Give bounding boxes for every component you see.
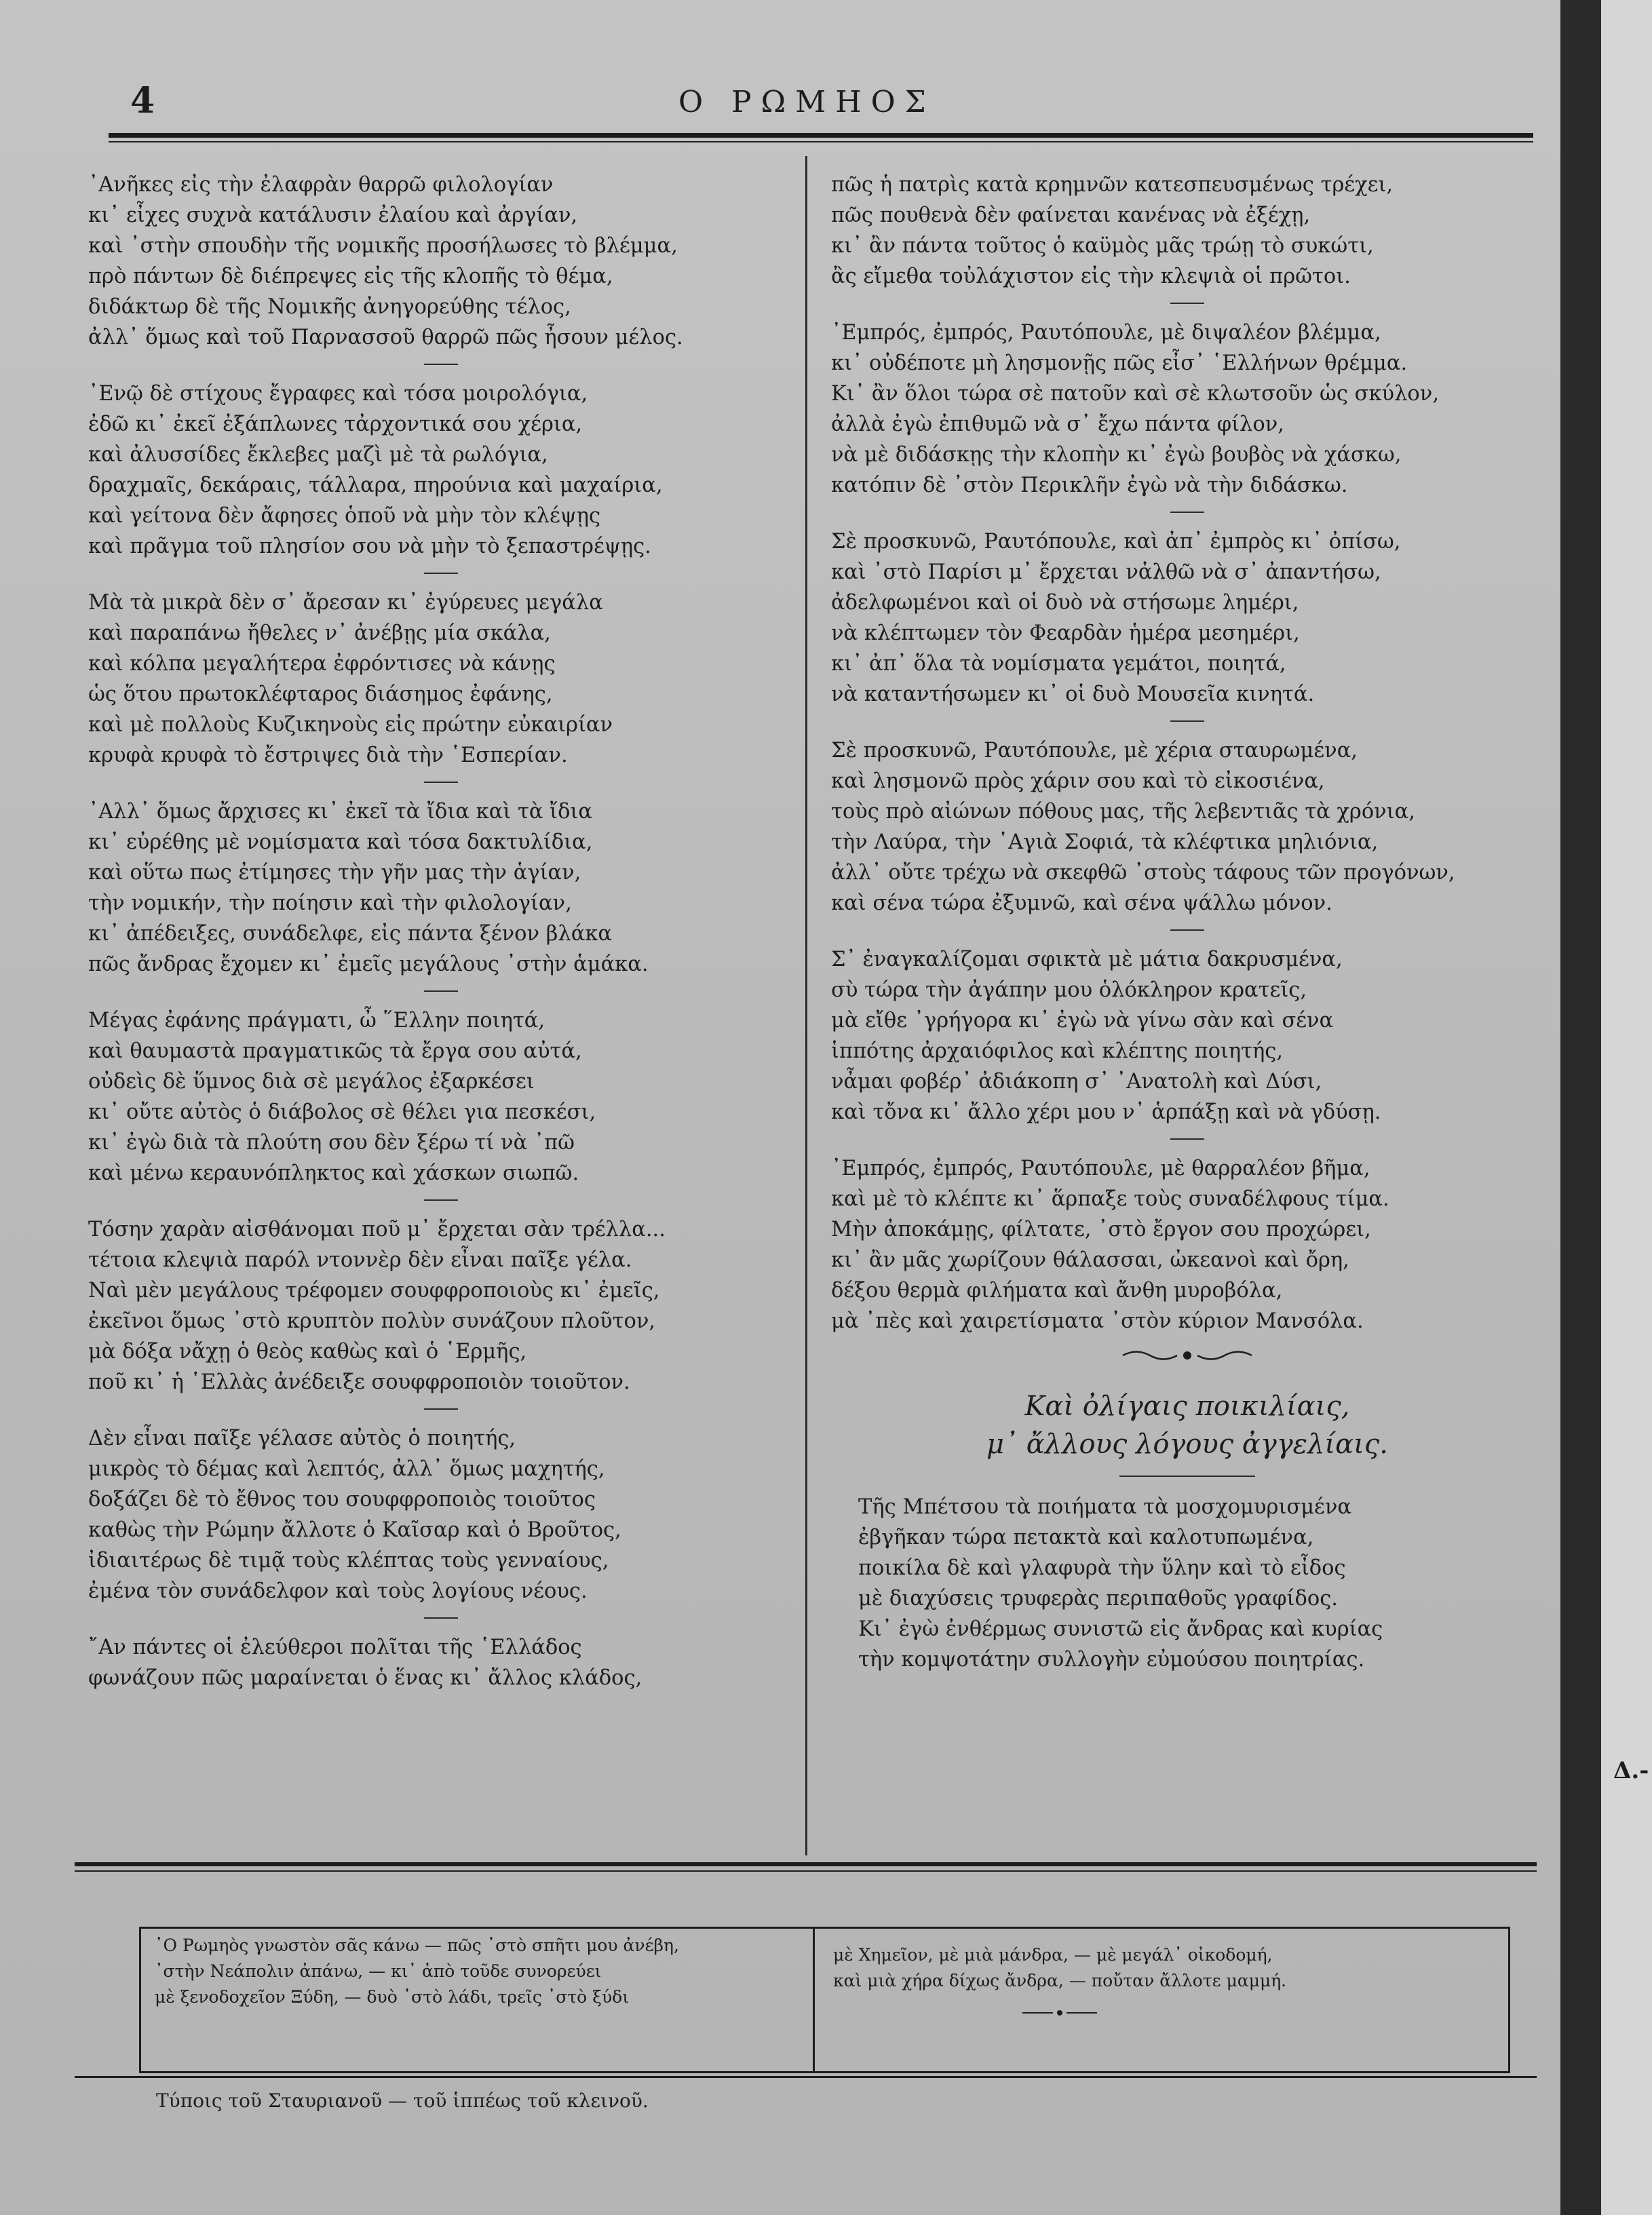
verse-line: ᾿Ενῷ δὲ στίχους ἔγραφες καὶ τόσα μοιρολόγια, xyxy=(88,382,588,406)
verse-line: ἰδιαιτέρως δὲ τιμᾷ τοὺς κλέπτας τοὺς γενναίους, xyxy=(88,1549,609,1573)
verse-line: κρυφὰ κρυφὰ τὸ ἔστριψες διὰ τὴν ῾Εσπερίαν. xyxy=(88,744,568,767)
verse-line: καθὼς τὴν Ρώμην ἄλλοτε ὁ Καῖσαρ καὶ ὁ Βροῦτος, xyxy=(88,1518,621,1542)
notice-line: Τῆς Μπέτσου τὰ ποιήματα τὰ μοσχομυρισμένα xyxy=(858,1495,1351,1519)
footer-box-divider xyxy=(813,1929,815,2071)
verse-line: ἀλλ᾿ ὅμως καὶ τοῦ Παρνασσοῦ θαρρῶ πῶς ἦσουν μέλος. xyxy=(88,326,683,349)
verse-line: καὶ ᾿στὸ Παρίσι μ᾿ ἔρχεται νἀλθῶ νὰ σ᾿ ἀπαντήσω, xyxy=(831,560,1381,584)
verse-line: κι᾿ ἀπ᾿ ὅλα τὰ νομίσματα γεμάτοι, ποιητά, xyxy=(831,652,1286,676)
footer-notice-right xyxy=(833,1942,1286,2026)
verse-line: ἀλλὰ ἐγὼ ἐπιθυμῶ νὰ σ᾿ ἔχω πάντα φίλον, xyxy=(831,412,1284,436)
verse-line: ἀλλ᾿ οὔτε τρέχω νὰ σκεφθῶ ᾿στοὺς τάφους τῶν προγόνων, xyxy=(831,861,1455,885)
footer-notice-left xyxy=(155,1933,679,2010)
verse-line: ὡς ὅτου πρωτοκλέφταρος διάσημος ἐφάνης, xyxy=(88,682,553,706)
verse-line: Μέγας ἐφάνης πράγματι, ὦ ῞Ελλην ποιητά, xyxy=(88,1009,545,1033)
verse-line: καὶ θαυμαστὰ πραγματικῶς τὰ ἔργα σου αὐτά, xyxy=(88,1039,582,1063)
verse-line: καὶ κόλπα μεγαλήτερα ἐφρόντισες νὰ κάνῃς xyxy=(88,652,556,676)
verse-line: δέξου θερμὰ φιλήματα καὶ ἄνθη μυροβόλα, xyxy=(831,1279,1283,1303)
verse-line: Κι᾿ ἂν ὅλοι τώρα σὲ πατοῦν καὶ σὲ κλωτσοῦν ὡς σκύλον, xyxy=(831,382,1440,406)
verse-line: νὰ κλέπτωμεν τὸν Φεαρδὰν ἡμέρα μεσημέρι, xyxy=(831,621,1300,645)
stanza-separator xyxy=(424,990,458,992)
verse-line: Μὰ τὰ μικρὰ δὲν σ᾿ ἄρεσαν κι᾿ ἐγύρευες μεγάλα xyxy=(88,591,603,615)
verse-line: οὐδεὶς δὲ ὕμνος διὰ σὲ μεγάλος ἐξαρκέσει xyxy=(88,1070,535,1094)
verse-line: φωνάζουν πῶς μαραίνεται ὁ ἕνας κι᾿ ἄλλος κλάδος, xyxy=(88,1666,642,1690)
stanza xyxy=(831,735,1543,919)
notice-line: τὴν κομψοτάτην συλλογὴν εὐμούσου ποιητρίας. xyxy=(858,1648,1365,1672)
right-column xyxy=(831,170,1543,1675)
header-rule-thin xyxy=(109,141,1533,142)
stanza xyxy=(831,944,1543,1128)
verse-line: καὶ ἀλυσσίδες ἔκλεβες μαζὶ μὲ τὰ ρωλόγια, xyxy=(88,443,548,467)
verse-line: ἂς εἴμεθα τοὐλάχιστον εἰς τὴν κλεψιὰ οἱ πρῶτοι. xyxy=(831,265,1351,288)
page-number: 4 xyxy=(130,80,155,121)
notice-line: Κι᾿ ἐγὼ ἐνθέρμως συνιστῶ εἰς ἄνδρας καὶ κυρίας xyxy=(858,1617,1383,1641)
verse-line: Σὲ προσκυνῶ, Ραυτόπουλε, μὲ χέρια σταυρωμένα, xyxy=(831,739,1358,763)
notice-paragraph xyxy=(831,1492,1543,1675)
stanza xyxy=(88,1214,794,1398)
margin-mark: Δ.- xyxy=(1613,1757,1649,1784)
footer-notice-line: μὲ ξενοδοχεῖον Ξύδη, — δυὸ ᾿στὸ λάδι, τρεῖς ᾿στὸ ξύδι xyxy=(155,1987,629,2007)
footer-notice-line: μὲ Χημεῖον, μὲ μιὰ μάνδρα, — μὲ μεγάλ᾿ οἰκοδομή, xyxy=(833,1945,1273,1965)
verse-line: πῶς ἡ πατρὶς κατὰ κρημνῶν κατεσπευσμένως τρέχει, xyxy=(831,173,1394,197)
verse-line: ποῦ κι᾿ ἡ ῾Ελλὰς ἀνέδειξε σουφφροποιὸν τοιοῦτον. xyxy=(88,1370,630,1394)
verse-line: καὶ ᾿στὴν σπουδὴν τῆς νομικῆς προσήλωσες τὸ βλέμμα, xyxy=(88,234,678,258)
verse-line: ἀδελφωμένοι καὶ οἱ δυὸ νὰ στήσωμε λημέρι, xyxy=(831,591,1299,615)
stanza-separator xyxy=(424,1617,458,1619)
verse-line: καὶ οὕτω πως ἐτίμησες τὴν γῆν μας τὴν ἁγίαν, xyxy=(88,861,581,885)
heading-rule xyxy=(1119,1476,1255,1477)
stanza-separator xyxy=(424,1408,458,1410)
verse-line: καὶ λησμονῶ πρὸς χάριν σου καὶ τὸ εἰκοσιένα, xyxy=(831,769,1325,793)
verse-line: νὰ μὲ διδάσκῃς τὴν κλοπὴν κι᾿ ἐγὼ βουβὸς νὰ χάσκω, xyxy=(831,443,1402,467)
footer-notice-line: ῾Ο Ρωμηὸς γνωστὸν σᾶς κάνω — πῶς ᾿στὸ σπῆτι μου ἀνέβη, xyxy=(155,1935,679,1955)
verse-line: ᾿Ανῆκες εἰς τὴν ἐλαφρὰν θαρρῶ φιλολογίαν xyxy=(88,173,554,197)
verse-line: μικρὸς τὸ δέμας καὶ λεπτός, ἀλλ᾿ ὅμως μαχητής, xyxy=(88,1457,605,1481)
verse-line: κι᾿ ἂν μᾶς χωρίζουν θάλασσαι, ὠκεανοὶ καὶ ὄρη, xyxy=(831,1248,1349,1272)
printer-imprint: Τύποις τοῦ Σταυριανοῦ — τοῦ ἱππέως τοῦ κλεινοῦ. xyxy=(156,2089,649,2112)
stanza xyxy=(88,796,794,980)
verse-line: Μὴν ἀποκάμῃς, φίλτατε, ᾿στὸ ἔργον σου προχώρει, xyxy=(831,1218,1371,1241)
verse-line: κι᾿ ἐγὼ διὰ τὰ πλούτη σου δὲν ξέρω τί νὰ ᾿πῶ xyxy=(88,1131,575,1155)
verse-line: νὰ καταντήσωμεν κι᾿ οἱ δυὸ Μουσεῖα κινητά. xyxy=(831,682,1315,706)
verse-line: πρὸ πάντων δὲ διέπρεψες εἰς τῆς κλοπῆς τὸ θέμα, xyxy=(88,265,613,288)
stanza-separator xyxy=(424,364,458,365)
stanza xyxy=(831,526,1543,710)
verse-line: πῶς ἄνδρας ἔχομεν κι᾿ ἐμεῖς μεγάλους ᾿στὴν ἁμάκα. xyxy=(88,952,649,976)
verse-line: καὶ πρᾶγμα τοῦ πλησίον σου νὰ μὴν τὸ ξεπαστρέψῃς. xyxy=(88,535,651,558)
section-heading-line2: μ᾿ ἄλλους λόγους ἀγγελίαις. xyxy=(986,1429,1388,1460)
verse-line: τὴν Λαύρα, τὴν ῾Αγιὰ Σοφιά, τὰ κλέφτικα μηλιόνια, xyxy=(831,830,1379,854)
verse-line: μὰ δόξα νἄχῃ ὁ θεὸς καθὼς καὶ ὁ ῾Ερμῆς, xyxy=(88,1340,527,1364)
verse-line: καὶ παραπάνω ἤθελες ν᾿ ἀνέβῃς μία σκάλα, xyxy=(88,621,551,645)
stanza xyxy=(88,1005,794,1189)
stanza xyxy=(88,1632,794,1693)
footer-notice-line: καὶ μιὰ χήρα δίχως ἄνδρα, — ποὔταν ἄλλοτε μαμμή. xyxy=(833,1971,1287,1990)
verse-line: κι᾿ ἂν πάντα τοῦτος ὁ καϋμὸς μᾶς τρώῃ τὸ συκώτι, xyxy=(831,234,1374,258)
verse-line: καὶ γείτονα δὲν ἄφησες ὁποῦ νὰ μὴν τὸν κλέψῃς xyxy=(88,504,601,528)
verse-line: καὶ τὄνα κι᾿ ἄλλο χέρι μου ν᾿ ἁρπάξῃ καὶ νὰ γδύσῃ. xyxy=(831,1100,1381,1124)
verse-line: ᾿Αλλ᾿ ὅμως ἄρχισες κι᾿ ἐκεῖ τὰ ἴδια καὶ τὰ ἴδια xyxy=(88,800,593,824)
stanza-separator xyxy=(424,782,458,783)
verse-line: δραχμαῖς, δεκάραις, τάλλαρα, πηρούνια καὶ μαχαίρια, xyxy=(88,474,663,497)
stanza-separator xyxy=(424,573,458,574)
verse-line: νἆμαι φοβέρ᾿ ἀδιάκοπη σ᾿ ᾿Ανατολὴ καὶ Δύσι, xyxy=(831,1070,1322,1094)
verse-line: Σ᾿ ἐναγκαλίζομαι σφικτὰ μὲ μάτια δακρυσμένα, xyxy=(831,948,1343,971)
section-heading-line1: Καὶ ὀλίγαις ποικιλίαις, xyxy=(1024,1391,1350,1422)
stanza xyxy=(831,317,1543,501)
stanza xyxy=(831,1153,1543,1336)
verse-line: καὶ μένω κεραυνόπληκτος καὶ χάσκων σιωπῶ. xyxy=(88,1161,579,1185)
verse-line: καὶ μὲ τὸ κλέπτε κι᾿ ἅρπαξε τοὺς συναδέλφους τίμα. xyxy=(831,1187,1389,1211)
verse-line: Σὲ προσκυνῶ, Ραυτόπουλε, καὶ ἀπ᾿ ἐμπρὸς κι᾿ ὀπίσω, xyxy=(831,530,1401,554)
verse-line: ἐκεῖνοι ὅμως ᾿στὸ κρυπτὸν πολὺν συνάζουν πλοῦτον, xyxy=(88,1309,656,1333)
verse-line: καὶ μὲ πολλοὺς Κυζικηνοὺς εἰς πρώτην εὐκαιρίαν xyxy=(88,713,613,737)
stanza-separator xyxy=(1170,512,1204,513)
footer-notice-line: ᾿στὴν Νεάπολιν ἀπάνω, — κι᾿ ἀπὸ τοῦδε συνορεύει xyxy=(155,1961,602,1981)
verse-line: κι᾿ εἶχες συχνὰ κατάλυσιν ἐλαίου καὶ ἀργίαν, xyxy=(88,204,578,227)
stanza xyxy=(88,588,794,771)
verse-line: Δὲν εἶναι παῖξε γέλασε αὐτὸς ὁ ποιητής, xyxy=(88,1427,516,1450)
stanza-separator xyxy=(1170,303,1204,304)
stanza-separator xyxy=(1170,720,1204,722)
column-divider xyxy=(805,156,807,1855)
left-column xyxy=(88,170,794,1693)
stanza-separator xyxy=(424,1199,458,1201)
verse-line: τοὺς πρὸ αἰώνων πόθους μας, τῆς λεβεντιᾶς τὰ χρόνια, xyxy=(831,800,1415,824)
verse-line: κι᾿ οὔτε αὐτὸς ὁ διάβολος σὲ θέλει για πεσκέσι, xyxy=(88,1100,596,1124)
footer-rule xyxy=(75,1862,1537,1866)
notice-line: ποικίλα δὲ καὶ γλαφυρὰ τὴν ὕλην καὶ τὸ εἶδος xyxy=(858,1556,1346,1580)
masthead-title: Ο ΡΩΜΗΟΣ xyxy=(678,85,936,119)
header-rule xyxy=(109,133,1533,138)
verse-line: ᾿Εμπρός, ἐμπρός, Ραυτόπουλε, μὲ διψαλέον βλέμμα, xyxy=(831,321,1381,345)
verse-line: μὰ ᾿πὲς καὶ χαιρετίσματα ᾿στὸν κύριον Μανσόλα. xyxy=(831,1309,1364,1333)
ornament-flourish xyxy=(1119,1347,1255,1364)
decorative-ornament xyxy=(831,1342,1543,1372)
verse-line: κι᾿ ἀπέδειξες, συνάδελφε, εἰς πάντα ξένον βλάκα xyxy=(88,922,612,946)
verse-line: ἱππότης ἀρχαιόφιλος καὶ κλέπτης ποιητής, xyxy=(831,1039,1284,1063)
ornament-flourish xyxy=(1019,2008,1100,2018)
verse-line: Ναὶ μὲν μεγάλους τρέφομεν σουφφροποιοὺς κι᾿ ἐμεῖς, xyxy=(88,1279,660,1303)
notice-line: μὲ διαχύσεις τρυφερὰς περιπαθοῦς γραφίδος. xyxy=(858,1587,1338,1611)
verse-line: τέτοια κλεψιὰ παρόλ ντοννὲρ δὲν εἶναι παῖξε γέλα. xyxy=(88,1248,632,1272)
verse-line: ἐδῶ κι᾿ ἐκεῖ ἐξάπλωνες τἀρχοντικά σου χέρια, xyxy=(88,412,583,436)
stanza xyxy=(88,379,794,562)
verse-line: ῎Αν πάντες οἱ ἐλεύθεροι πολῖται τῆς ῾Ελλάδος xyxy=(88,1636,582,1659)
stanza xyxy=(88,170,794,353)
verse-line: μὰ εἴθε ᾿γρήγορα κι᾿ ἐγὼ νὰ γίνω σὰν καὶ σένα xyxy=(831,1009,1334,1033)
verse-line: πῶς πουθενὰ δὲν φαίνεται κανένας νὰ ἐξέχῃ, xyxy=(831,204,1311,227)
footer-rule-bottom xyxy=(75,2076,1537,2078)
verse-line: καὶ σένα τώρα ἐξυμνῶ, καὶ σένα ψάλλω μόνον. xyxy=(831,891,1332,915)
verse-line: Τόσην χαρὰν αἰσθάνομαι ποῦ μ᾿ ἔρχεται σὰν τρέλλα... xyxy=(88,1218,666,1241)
stanza xyxy=(88,1423,794,1606)
stanza-separator xyxy=(1170,1138,1204,1140)
verse-line: σὺ τώρα τὴν ἀγάπην μου ὁλόκληρον κρατεῖς, xyxy=(831,978,1307,1002)
stanza-separator xyxy=(1170,929,1204,931)
verse-line: ᾿Εμπρός, ἐμπρός, Ραυτόπουλε, μὲ θαρραλέον βῆμα, xyxy=(831,1157,1370,1180)
verse-line: διδάκτωρ δὲ τῆς Νομικῆς ἀνηγορεύθης τέλος, xyxy=(88,295,571,319)
stanza xyxy=(831,170,1543,292)
notice-line: ἐβγῆκαν τώρα πετακτὰ καὶ καλοτυπωμένα, xyxy=(858,1526,1314,1549)
verse-line: δοξάζει δὲ τὸ ἔθνος του σουφφροποιὸς τοιοῦτος xyxy=(88,1488,596,1511)
footer-rule-thin xyxy=(75,1870,1537,1872)
verse-line: κατόπιν δὲ ᾿στὸν Περικλῆν ἐγὼ νὰ τὴν διδάσκω. xyxy=(831,474,1348,497)
verse-line: τὴν νομικήν, τὴν ποίησιν καὶ τὴν φιλολογίαν, xyxy=(88,891,572,915)
verse-line: ἐμένα τὸν συνάδελφον καὶ τοὺς λογίους νέους. xyxy=(88,1579,588,1603)
verse-line: κι᾿ εὐρέθης μὲ νομίσματα καὶ τόσα δακτυλίδια, xyxy=(88,830,593,854)
verse-line: κι᾿ οὐδέποτε μὴ λησμονῇς πῶς εἶσ᾿ ῾Ελλήνων θρέμμα. xyxy=(831,351,1408,375)
adjacent-page-strip xyxy=(1601,0,1652,2215)
footer-notice-box xyxy=(139,1927,1510,2073)
footer-ornament xyxy=(833,2001,1286,2026)
